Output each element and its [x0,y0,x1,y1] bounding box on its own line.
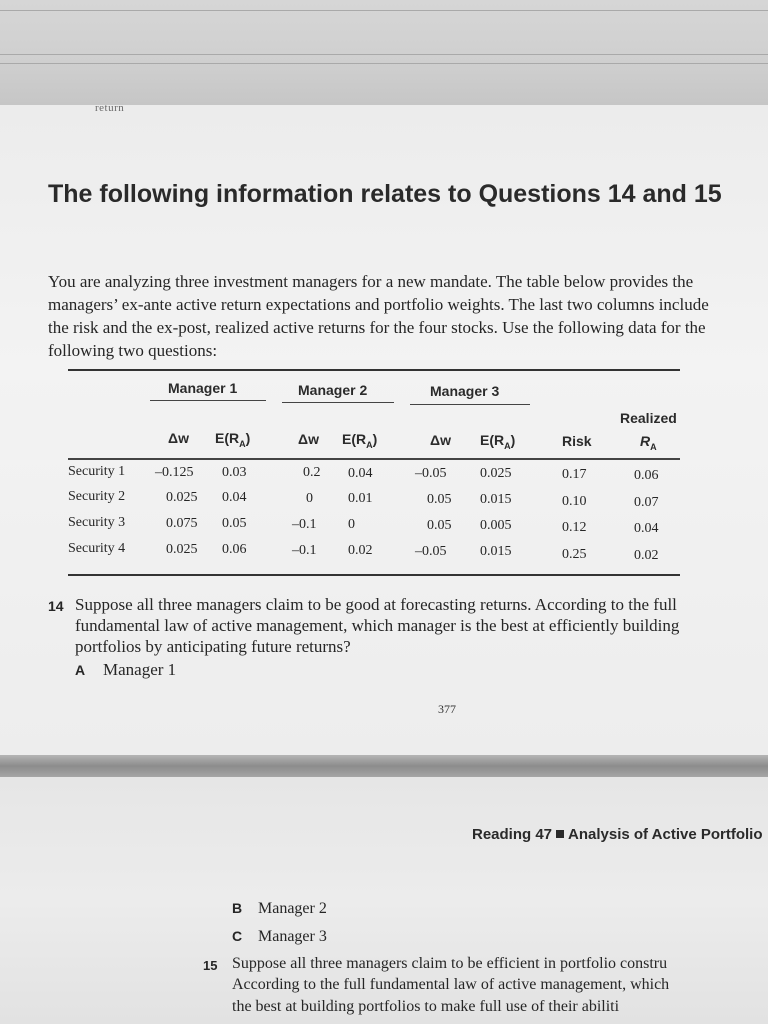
m1-er-cell: 0.03 [222,465,247,480]
header-manager-1: Manager 1 [168,380,238,396]
m3-dw-cell: –0.05 [415,466,447,481]
m1-er-cell: 0.04 [222,490,247,505]
running-head-title: Analysis of Active Portfolio [568,826,763,843]
question-number: 14 [48,598,64,614]
table-bottom-rule [68,574,680,576]
header-manager-2: Manager 2 [298,382,368,398]
realized-cell: 0.06 [634,468,659,483]
risk-cell: 0.17 [562,467,587,482]
m1-dw-cell: 0.025 [166,542,198,557]
m1-dw-cell: –0.125 [155,465,194,480]
m3-er-cell: 0.015 [480,492,512,507]
question-number: 15 [203,958,218,973]
intro-paragraph: You are analyzing three investment managers for a new mandate. The table below provides the managers’ ex-ante active return expectations and portfolio weights. The last two columns include the risk and the ex-post, realized active returns for the four stocks. Use the following data for the following two questions: [48,272,709,360]
m2-dw-cell: 0 [306,491,313,506]
header-m2-era: $E(R_A)$ [342,431,378,450]
realized-cell: 0.04 [634,521,659,536]
m2-er-cell: 0.04 [348,466,373,481]
m3-dw-cell: –0.05 [415,544,447,559]
header-m3-dw: Δw [430,432,451,448]
header-m1-dw: Δw [168,430,189,446]
m2-er-cell: 0.02 [348,543,373,558]
m2-dw-cell: –0.1 [292,517,317,532]
question-text-line: According to the full fundamental law of active management, which [232,976,670,993]
page-edge-line [0,54,768,55]
m2-dw-cell: 0.2 [303,465,321,480]
m3-er-cell: 0.015 [480,544,512,559]
risk-cell: 0.25 [562,547,587,562]
m1-dw-cell: 0.025 [166,490,198,505]
row-label: Security 2 [68,489,126,504]
answer-option-c [232,928,327,946]
page-edge-line [0,10,768,11]
question-text-line: Suppose all three managers claim to be efficient in portfolio constru [232,955,668,972]
option-letter: A [75,662,86,678]
option-letter: C [232,928,243,944]
page-gutter [0,755,768,777]
row-label: Security 3 [68,515,126,530]
m1-er-cell: 0.05 [222,516,247,531]
option-letter: B [232,900,243,916]
manager-2-underline [282,402,394,403]
header-realized-ra: $R_A$ [640,433,657,452]
m3-er-cell: 0.005 [480,518,512,533]
manager-3-underline [410,404,530,405]
question-text: Suppose all three managers claim to be good at forecasting returns. According to the full fundamental law of active management, which manager is the best at efficiently building portfolios by anticipating future returns? [75,595,680,656]
risk-cell: 0.10 [562,494,587,509]
answer-option-b [232,900,327,918]
previous-page-strip [0,0,768,105]
header-bottom-rule [68,458,680,460]
m2-er-cell: 0.01 [348,491,373,506]
section-heading: The following information relates to Questions 14 and 15 [48,180,722,208]
m2-dw-cell: –0.1 [292,543,317,558]
page-number: 377 [438,702,456,716]
option-text: Manager 1 [103,660,177,679]
row-label: Security 4 [68,541,126,556]
header-manager-3: Manager 3 [430,383,500,399]
risk-cell: 0.12 [562,520,587,535]
option-text: Manager 2 [258,900,327,917]
running-head-reading: Reading 47 [472,826,553,843]
m1-dw-cell: 0.075 [166,516,198,531]
m1-er-cell: 0.06 [222,542,247,557]
question-14 [48,594,728,681]
realized-cell: 0.02 [634,548,659,563]
realized-cell: 0.07 [634,495,659,510]
question-text-line: the best at building portfolios to make full use of their abiliti [232,998,620,1015]
square-bullet-icon [556,830,564,838]
table-top-rule [68,369,680,371]
running-head [472,826,763,843]
option-text: Manager 3 [258,928,327,945]
header-m1-era: $E(R_A)$ [215,430,251,449]
header-risk: Risk [562,433,592,449]
header-realized: Realized [620,410,677,426]
row-label: Security 1 [68,464,126,479]
m2-er-cell: 0 [348,517,355,532]
header-m3-era: $E(R_A)$ [480,432,516,451]
previous-page-partial-word: return [95,102,125,114]
header-m2-dw: Δw [298,431,319,447]
m3-dw-cell: 0.05 [427,518,452,533]
answer-option-a [75,659,728,681]
m3-dw-cell: 0.05 [427,492,452,507]
m3-er-cell: 0.025 [480,466,512,481]
manager-1-underline [150,400,266,401]
page-edge-line [0,63,768,64]
